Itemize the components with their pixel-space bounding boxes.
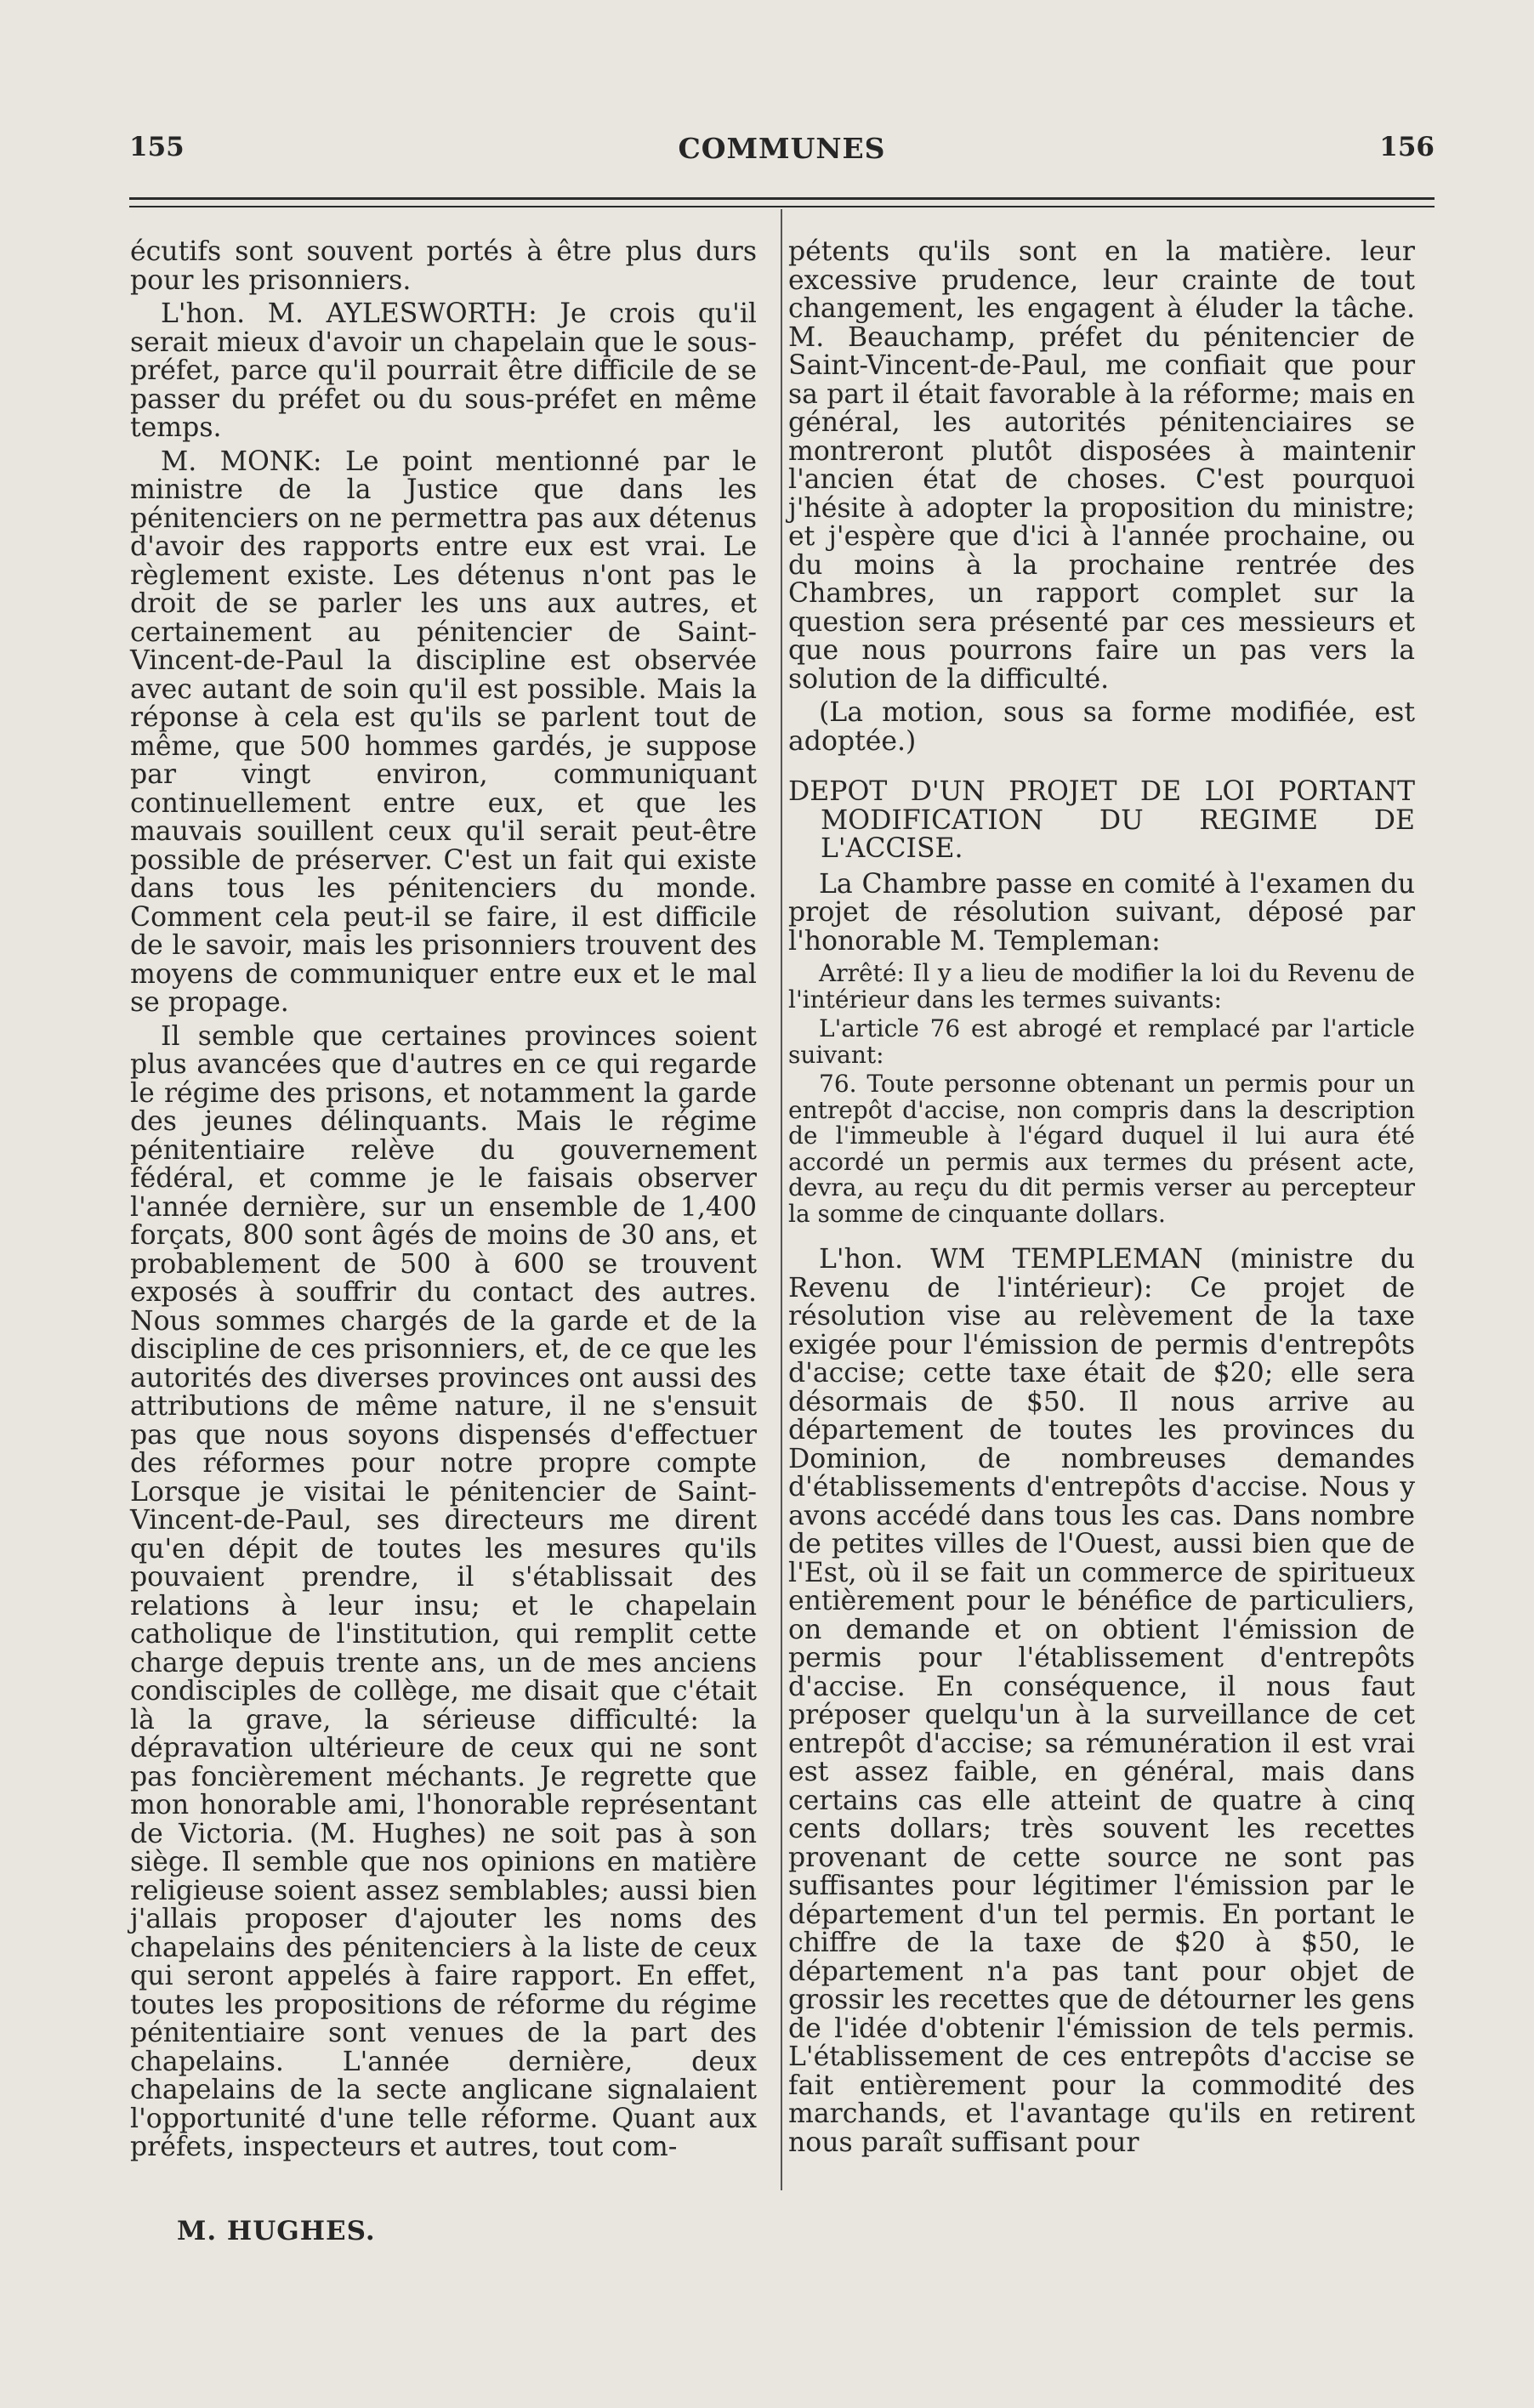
paragraph: L'hon. M. AYLESWORTH: Je crois qu'il serait mieux d'avoir un chapelain que le sous-préfet, parce qu'il pourrait être difficile de se passer du préfet ou du sous-préfet en même temps. xyxy=(130,298,757,443)
section-heading: DEPOT D'UN PROJET DE LOI PORTANT MODIFICATION DU REGIME DE L'ACCISE. xyxy=(788,776,1415,864)
running-title: COMMUNES xyxy=(678,132,886,165)
resolution-quote: Arrêté: Il y a lieu de modifier la loi du Revenu de l'intérieur dans les termes suivants: xyxy=(788,959,1415,1014)
paragraph: (La motion, sous sa forme modifiée, est adoptée.) xyxy=(788,697,1415,757)
header-rule-bottom xyxy=(129,206,1435,207)
paragraph: L'hon. WM TEMPLEMAN (ministre du Revenu de l'intérieur): Ce projet de résolution vise au relèvement de la taxe exigée pour l'émission de permis d'entrepôts d'accise; cette taxe était de $20; elle sera désormais de $50. Il nous arrive au département de toutes les provinces du Dominion, de nombreuses demandes d'établissements d'entrepôts d'accise. Nous y avons accédé dans tous les cas. Dans nombre de petites villes de l'Ouest, aussi bien que de l'Est, où il se fait un commerce de spiritueux entièrement pour le bénéfice de particuliers, on demande et on obtient l'émission de permis pour l'établissement d'entrepôts d'accise. En conséquence, il nous faut préposer quelqu'un à la surveillance de cet entrepôt d'accise; sa rémunération il est vrai est assez faible, en général, mais dans certains cas elle atteint de quatre à cinq cents dollars; très souvent les recettes provenant de cette source ne sont pas suffisantes pour légitimer l'émission par le département d'un tel permis. En portant le chiffre de la taxe de $20 à $50, le département n'a pas tant pour objet de grossir les recettes que de détourner les gens de l'idée d'obtenir l'émission de tels permis. L'établissement de ces entrepôts d'accise se fait entièrement pour la commodité des marchands, et l'avantage qu'ils en retirent nous paraît suffisant pour xyxy=(788,1244,1415,2158)
left-column xyxy=(130,238,757,2167)
resolution-quote: L'article 76 est abrogé et remplacé par l'article suivant: xyxy=(788,1014,1415,1069)
paragraph: M. MONK: Le point mentionné par le ministre de la Justice que dans les pénitenciers on ne permettra pas aux détenus d'avoir des rapports entre eux est vrai. Le règlement existe. Les détenus n'ont pas le droit de se parler les uns aux autres, et certainement au pénitencier de Saint-Vincent-de-Paul la discipline est observée avec autant de soin qu'il est possible. Mais la réponse à cela est qu'ils se parlent tout de même, que 500 hommes gardés, je suppose par vingt environ, communiquant continuellement entre eux, et que les mauvais souillent ceux qu'il serait peut-être possible de préserver. C'est un fait qui existe dans tous les pénitenciers du monde. Comment cela peut-il se faire, il est difficile de le savoir, mais les prisonniers trouvent des moyens de communiquer entre eux et le mal se propage. xyxy=(130,446,757,1018)
page-header xyxy=(129,132,1435,174)
paragraph: Il semble que certaines provinces soient plus avancées que d'autres en ce qui regarde le régime des prisons, et notamment la garde des jeunes délinquants. Mais le régime pénitentiaire relève du gouvernement fédéral, et comme je le faisais observer l'année dernière, sur un ensemble de 1,400 forçats, 800 sont âgés de moins de 30 ans, et probablement de 500 à 600 se trouvent exposés à souffrir du contact des autres. Nous sommes chargés de la garde et de la discipline de ces prisonniers, et, de ce que les autorités des diverses provinces ont aussi des attributions de même nature, il ne s'ensuit pas que nous soyons dispensés d'effectuer des réformes pour notre propre compte Lorsque je visitai le pénitencier de Saint-Vincent-de-Paul, ses directeurs me dirent qu'en dépit de toutes les mesures qu'ils pouvaient prendre, il s'établissait des relations à leur insu; et le chapelain catholique de l'institution, qui remplit cette charge depuis trente ans, un de mes anciens condisciples de collège, me disait que c'était là la grave, la sérieuse difficulté: la dépravation ultérieure de ceux qui ne sont pas foncièrement méchants. Je regrette que mon honorable ami, l'honorable représentant de Victoria. (M. Hughes) ne soit pas à son siège. Il semble que nos opinions en matière religieuse soient assez semblables; aussi bien j'allais proposer d'ajouter les noms des chapelains des pénitenciers à la liste de ceux qui seront appelés à faire rapport. En effet, toutes les propositions de réforme du régime pénitentiaire sont venues de la part des chapelains. L'année dernière, deux chapelains de la secte anglicane signalaient l'opportunité d'une telle réforme. Quant aux préfets, inspecteurs et autres, tout com- xyxy=(130,1020,757,2162)
footer-speaker-note: M. HUGHES. xyxy=(177,2216,376,2246)
header-rule-top xyxy=(129,197,1435,200)
page-number-left: 155 xyxy=(129,132,185,162)
column-divider xyxy=(781,209,782,2190)
right-column xyxy=(788,238,1415,2162)
page-number-right: 156 xyxy=(1379,132,1435,162)
paragraph: La Chambre passe en comité à l'examen du projet de résolution suivant, déposé par l'honorable M. Templeman: xyxy=(788,868,1415,957)
paragraph: écutifs sont souvent portés à être plus durs pour les prisonniers. xyxy=(130,236,757,296)
paragraph: pétents qu'ils sont en la matière. leur excessive prudence, leur crainte de tout changement, les engagent à éluder la tâche. M. Beauchamp, préfet du pénitencier de Saint-Vincent-de-Paul, me confiait que pour sa part il était favorable à la réforme; mais en général, les autorités pénitenciaires se montreront plutôt disposées à maintenir l'ancien état de choses. C'est pourquoi j'hésite à adopter la proposition du ministre; et j'espère que d'ici à l'année prochaine, ou du moins à la prochaine rentrée des Chambres, un rapport complet sur la question sera présenté par ces messieurs et que nous pourrons faire un pas vers la solution de la difficulté. xyxy=(788,236,1415,695)
resolution-quote: 76. Toute personne obtenant un permis pour un entrepôt d'accise, non compris dans la description de l'immeuble à l'égard duquel il lui aura été accordé un permis aux termes du présent acte, devra, au reçu du dit permis verser au percepteur la somme de cinquante dollars. xyxy=(788,1070,1415,1228)
